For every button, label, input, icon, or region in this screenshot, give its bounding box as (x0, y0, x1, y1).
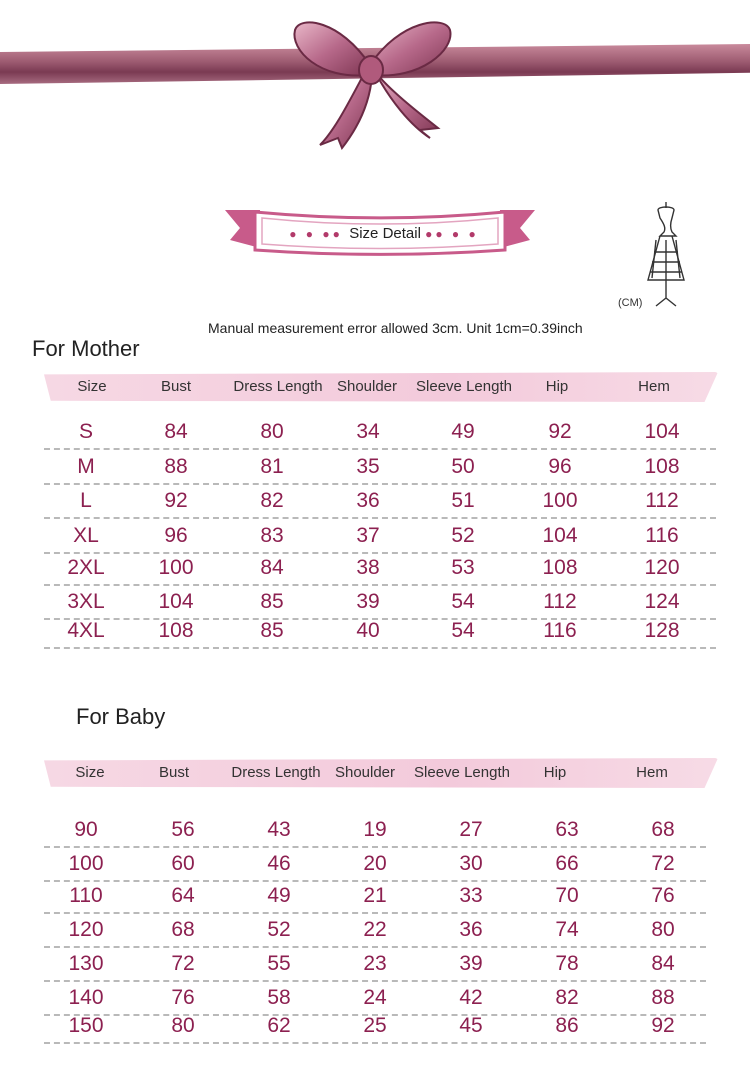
baby-table-cell: 72 (651, 852, 675, 875)
mother-table-cell: 36 (356, 489, 380, 512)
mother-table-cell: 54 (451, 590, 475, 613)
mother-table-cell: 92 (548, 420, 572, 443)
mother-table-cell: M (77, 455, 95, 478)
mother-table-cell: 54 (451, 619, 475, 642)
baby-table-cell: 68 (171, 918, 195, 941)
mother-header-cell: Hem (638, 378, 670, 395)
baby-table-cell: 76 (651, 884, 675, 907)
baby-table-cell: 82 (555, 986, 579, 1009)
baby-header-cell: Sleeve Length (414, 764, 510, 781)
mother-table-cell: 116 (645, 524, 679, 547)
baby-table-cell: 68 (651, 818, 675, 841)
mother-table-cell: 3XL (67, 590, 105, 613)
baby-table-cell: 19 (363, 818, 387, 841)
mother-table-cell: 104 (542, 524, 578, 547)
baby-header-cell: Dress Length (231, 764, 321, 781)
mother-header-cell: Shoulder (336, 378, 398, 395)
baby-header-cell: Shoulder (334, 764, 396, 781)
mother-table-cell: 108 (158, 619, 194, 642)
baby-table-cell: 78 (555, 952, 579, 975)
mother-table-cell: 85 (260, 619, 284, 642)
baby-table-cell: 25 (363, 1014, 387, 1037)
baby-table-cell: 24 (363, 986, 387, 1009)
mother-table-cell: 51 (451, 489, 475, 512)
baby-table-cell: 56 (171, 818, 195, 841)
baby-row-divider (44, 912, 706, 914)
baby-table-cell: 46 (267, 852, 291, 875)
baby-table-cell: 110 (69, 884, 103, 907)
baby-table-cell: 52 (267, 918, 291, 941)
mother-table-cell: XL (73, 524, 99, 547)
mother-table-cell: 104 (644, 420, 680, 443)
baby-table-cell: 33 (459, 884, 483, 907)
mother-table-cell: 81 (260, 455, 284, 478)
baby-table-cell: 27 (459, 818, 483, 841)
baby-row-divider (44, 846, 706, 848)
mother-table-cell: 82 (260, 489, 284, 512)
baby-table-cell: 76 (171, 986, 195, 1009)
baby-table-cell: 62 (267, 1014, 291, 1037)
mother-table-cell: 96 (548, 455, 572, 478)
mother-table-cell: 100 (542, 489, 578, 512)
mother-header-cell: Dress Length (233, 378, 323, 395)
baby-table-cell: 80 (651, 918, 675, 941)
mother-table-cell: 108 (644, 455, 680, 478)
mother-table-cell: 100 (158, 556, 194, 579)
baby-table-cell: 150 (68, 1014, 104, 1037)
baby-header-cell: Hip (543, 764, 567, 781)
bow-icon (280, 10, 460, 150)
mother-table-cell: 96 (164, 524, 188, 547)
baby-table-cell: 55 (267, 952, 291, 975)
baby-table-cell: 30 (459, 852, 483, 875)
mother-header-cell: Bust (160, 378, 192, 395)
mother-table-cell: 112 (543, 590, 577, 613)
mother-table-cell: 38 (356, 556, 380, 579)
mother-row-divider (44, 552, 716, 554)
baby-section-title: For Baby (76, 704, 166, 729)
mother-table-cell: 104 (158, 590, 194, 613)
baby-header-cell: Hem (636, 764, 668, 781)
baby-row-divider (44, 1042, 706, 1044)
baby-table-cell: 88 (651, 986, 675, 1009)
mother-table-cell: 39 (356, 590, 380, 613)
baby-table-cell: 45 (459, 1014, 483, 1037)
mother-table-cell: 84 (164, 420, 188, 443)
baby-table-cell: 23 (363, 952, 387, 975)
baby-table-cell: 64 (171, 884, 195, 907)
mother-table-cell: 83 (260, 524, 284, 547)
baby-table-cell: 86 (555, 1014, 579, 1037)
mother-table-cell: 50 (451, 455, 475, 478)
unit-label: (CM) (618, 297, 643, 309)
mother-table-cell: 52 (451, 524, 475, 547)
baby-header-cell: Bust (158, 764, 190, 781)
baby-table-cell: 120 (68, 918, 104, 941)
baby-table-cell: 43 (267, 818, 291, 841)
baby-row-divider (44, 980, 706, 982)
baby-row-divider (44, 946, 706, 948)
mother-table-cell: 40 (356, 619, 380, 642)
mother-row-divider (44, 584, 716, 586)
mother-table-cell: 2XL (67, 556, 105, 579)
mother-table-cell: 53 (451, 556, 475, 579)
baby-table-cell: 66 (555, 852, 579, 875)
baby-table-cell: 80 (171, 1014, 195, 1037)
baby-table-cell: 90 (74, 818, 98, 841)
mother-header-cell: Size (77, 378, 107, 395)
baby-table-cell: 63 (555, 818, 579, 841)
baby-table-cell: 36 (459, 918, 483, 941)
mother-table-cell: 128 (644, 619, 680, 642)
baby-table-cell: 21 (363, 884, 387, 907)
mother-table-cell: 80 (260, 420, 284, 443)
mother-table-cell: 37 (356, 524, 380, 547)
mother-table-cell: 124 (644, 590, 680, 613)
mannequin-icon (636, 200, 696, 312)
baby-table-cell: 74 (555, 918, 579, 941)
size-detail-title: Size Detail (349, 225, 421, 242)
mother-table-cell: 84 (260, 556, 284, 579)
baby-table-cell: 49 (267, 884, 291, 907)
baby-table-cell: 22 (363, 918, 387, 941)
mother-header-cell: Hip (545, 378, 569, 395)
baby-table-cell: 58 (267, 986, 291, 1009)
mother-table-cell: 116 (543, 619, 577, 642)
mother-section-title: For Mother (32, 336, 140, 361)
mother-row-divider (44, 618, 716, 620)
mother-table-cell: 92 (164, 489, 188, 512)
mother-row-divider (44, 647, 716, 649)
mother-table-cell: 85 (260, 590, 284, 613)
mother-table-cell: 120 (644, 556, 680, 579)
baby-table-cell: 92 (651, 1014, 675, 1037)
baby-table-cell: 42 (459, 986, 483, 1009)
baby-table-cell: 72 (171, 952, 195, 975)
baby-table-cell: 130 (68, 952, 104, 975)
mother-table-cell: 108 (542, 556, 578, 579)
dots-right-decoration: ●● ● ● (425, 227, 479, 241)
baby-table-cell: 60 (171, 852, 195, 875)
mother-table-cell: L (80, 489, 92, 512)
baby-table-cell: 20 (363, 852, 387, 875)
mother-table-cell: 34 (356, 420, 380, 443)
baby-table-cell: 140 (68, 986, 104, 1009)
mother-table-cell: 35 (356, 455, 380, 478)
mother-header-cell: Sleeve Length (416, 378, 512, 395)
baby-table-cell: 39 (459, 952, 483, 975)
mother-row-divider (44, 483, 716, 485)
baby-table-cell: 100 (68, 852, 104, 875)
dots-left-decoration: ● ● ●● (289, 227, 350, 241)
mother-row-divider (44, 517, 716, 519)
mother-table-cell: 112 (645, 489, 679, 512)
baby-header-cell: Size (75, 764, 105, 781)
mother-row-divider (44, 448, 716, 450)
mother-table-cell: 88 (164, 455, 188, 478)
mother-table-cell: S (78, 420, 94, 443)
measurement-note: Manual measurement error allowed 3cm. Unit 1cm=0.39inch (208, 320, 583, 336)
baby-row-divider (44, 880, 706, 882)
mother-table-cell: 4XL (67, 619, 105, 642)
mother-table-cell: 49 (451, 420, 475, 443)
baby-table-cell: 70 (555, 884, 579, 907)
baby-table-cell: 84 (651, 952, 675, 975)
